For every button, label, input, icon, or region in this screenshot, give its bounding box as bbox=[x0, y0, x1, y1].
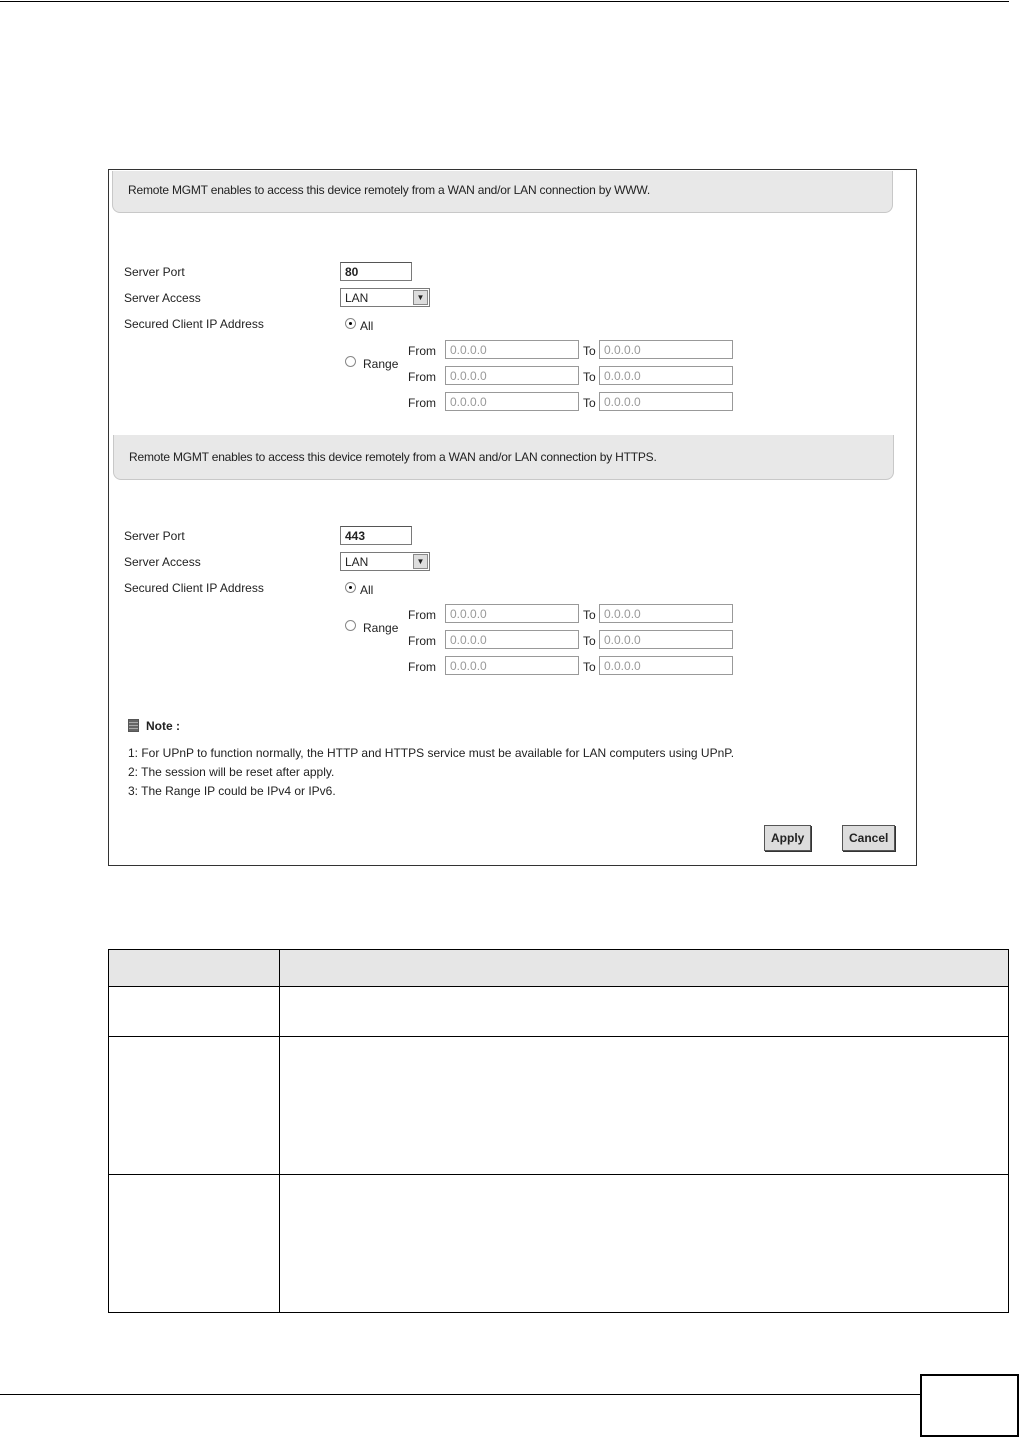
range-from-input[interactable]: 0.0.0.0 bbox=[445, 630, 579, 649]
chevron-down-icon[interactable]: ▼ bbox=[413, 290, 428, 305]
note-icon bbox=[128, 719, 139, 732]
radio-range-label: Range bbox=[363, 357, 399, 371]
table-row bbox=[109, 1037, 1009, 1175]
remote-mgmt-www-screenshot bbox=[108, 169, 917, 866]
to-label: To bbox=[583, 344, 596, 358]
table-cell bbox=[280, 987, 1009, 1037]
server-access-label: Server Access bbox=[124, 555, 201, 569]
to-label: To bbox=[583, 370, 596, 384]
footer-rule bbox=[0, 1394, 921, 1395]
server-access-select[interactable] bbox=[340, 288, 430, 307]
server-port-label: Server Port bbox=[124, 529, 185, 543]
range-to-input[interactable]: 0.0.0.0 bbox=[599, 604, 733, 623]
radio-range[interactable] bbox=[345, 620, 356, 631]
from-label: From bbox=[408, 344, 436, 358]
range-from-input[interactable]: 0.0.0.0 bbox=[445, 366, 579, 385]
range-from-input[interactable]: 0.0.0.0 bbox=[445, 340, 579, 359]
note-item: 1: For UPnP to function normally, the HTTP and HTTPS service must be available for LAN computers using UPnP. bbox=[128, 746, 735, 760]
note-item: 2: The session will be reset after apply. bbox=[128, 765, 335, 779]
radio-range-label: Range bbox=[363, 621, 399, 635]
range-to-input[interactable]: 0.0.0.0 bbox=[599, 392, 733, 411]
field-description-table bbox=[108, 949, 1009, 1313]
radio-all[interactable] bbox=[345, 582, 356, 593]
cancel-button[interactable]: Cancel bbox=[842, 825, 895, 851]
chevron-down-icon[interactable]: ▼ bbox=[413, 554, 428, 569]
table-row bbox=[109, 1175, 1009, 1313]
from-label: From bbox=[408, 634, 436, 648]
range-to-input[interactable]: 0.0.0.0 bbox=[599, 366, 733, 385]
range-from-input[interactable]: 0.0.0.0 bbox=[445, 656, 579, 675]
table-cell bbox=[280, 1175, 1009, 1313]
note-item: 3: The Range IP could be IPv4 or IPv6. bbox=[128, 784, 336, 798]
radio-all-label: All bbox=[360, 319, 374, 333]
from-label: From bbox=[408, 370, 436, 384]
to-label: To bbox=[583, 608, 596, 622]
table-cell bbox=[109, 1175, 280, 1313]
radio-all[interactable] bbox=[345, 318, 356, 329]
server-port-input[interactable]: 443 bbox=[340, 526, 412, 545]
note-title: Note : bbox=[146, 719, 180, 733]
secured-client-ip-label: Secured Client IP Address bbox=[124, 581, 264, 595]
header-rule bbox=[0, 1, 1009, 2]
from-label: From bbox=[408, 608, 436, 622]
range-from-input[interactable]: 0.0.0.0 bbox=[445, 604, 579, 623]
apply-button[interactable]: Apply bbox=[764, 825, 811, 851]
table-row bbox=[109, 987, 1009, 1037]
table-header-cell bbox=[109, 950, 280, 987]
to-label: To bbox=[583, 396, 596, 410]
server-access-select[interactable] bbox=[340, 552, 430, 571]
secured-client-ip-label: Secured Client IP Address bbox=[124, 317, 264, 331]
radio-all-label: All bbox=[360, 583, 374, 597]
radio-range[interactable] bbox=[345, 356, 356, 367]
to-label: To bbox=[583, 634, 596, 648]
to-label: To bbox=[583, 660, 596, 674]
table-header-row bbox=[109, 950, 1009, 987]
range-from-input[interactable]: 0.0.0.0 bbox=[445, 392, 579, 411]
from-label: From bbox=[408, 396, 436, 410]
section-banner: Remote MGMT enables to access this device remotely from a WAN and/or LAN connection by WWW. bbox=[112, 171, 893, 213]
from-label: From bbox=[408, 660, 436, 674]
range-to-input[interactable]: 0.0.0.0 bbox=[599, 656, 733, 675]
server-port-input[interactable]: 80 bbox=[340, 262, 412, 281]
table-cell bbox=[280, 1037, 1009, 1175]
server-port-label: Server Port bbox=[124, 265, 185, 279]
page-number-box bbox=[920, 1374, 1019, 1437]
server-access-value: LAN bbox=[345, 291, 369, 305]
range-to-input[interactable]: 0.0.0.0 bbox=[599, 340, 733, 359]
range-to-input[interactable]: 0.0.0.0 bbox=[599, 630, 733, 649]
table-cell bbox=[109, 1037, 280, 1175]
table-cell bbox=[109, 987, 280, 1037]
section-banner: Remote MGMT enables to access this device remotely from a WAN and/or LAN connection by HTTPS. bbox=[113, 435, 894, 480]
server-access-label: Server Access bbox=[124, 291, 201, 305]
server-access-value: LAN bbox=[345, 555, 369, 569]
table-header-cell bbox=[280, 950, 1009, 987]
